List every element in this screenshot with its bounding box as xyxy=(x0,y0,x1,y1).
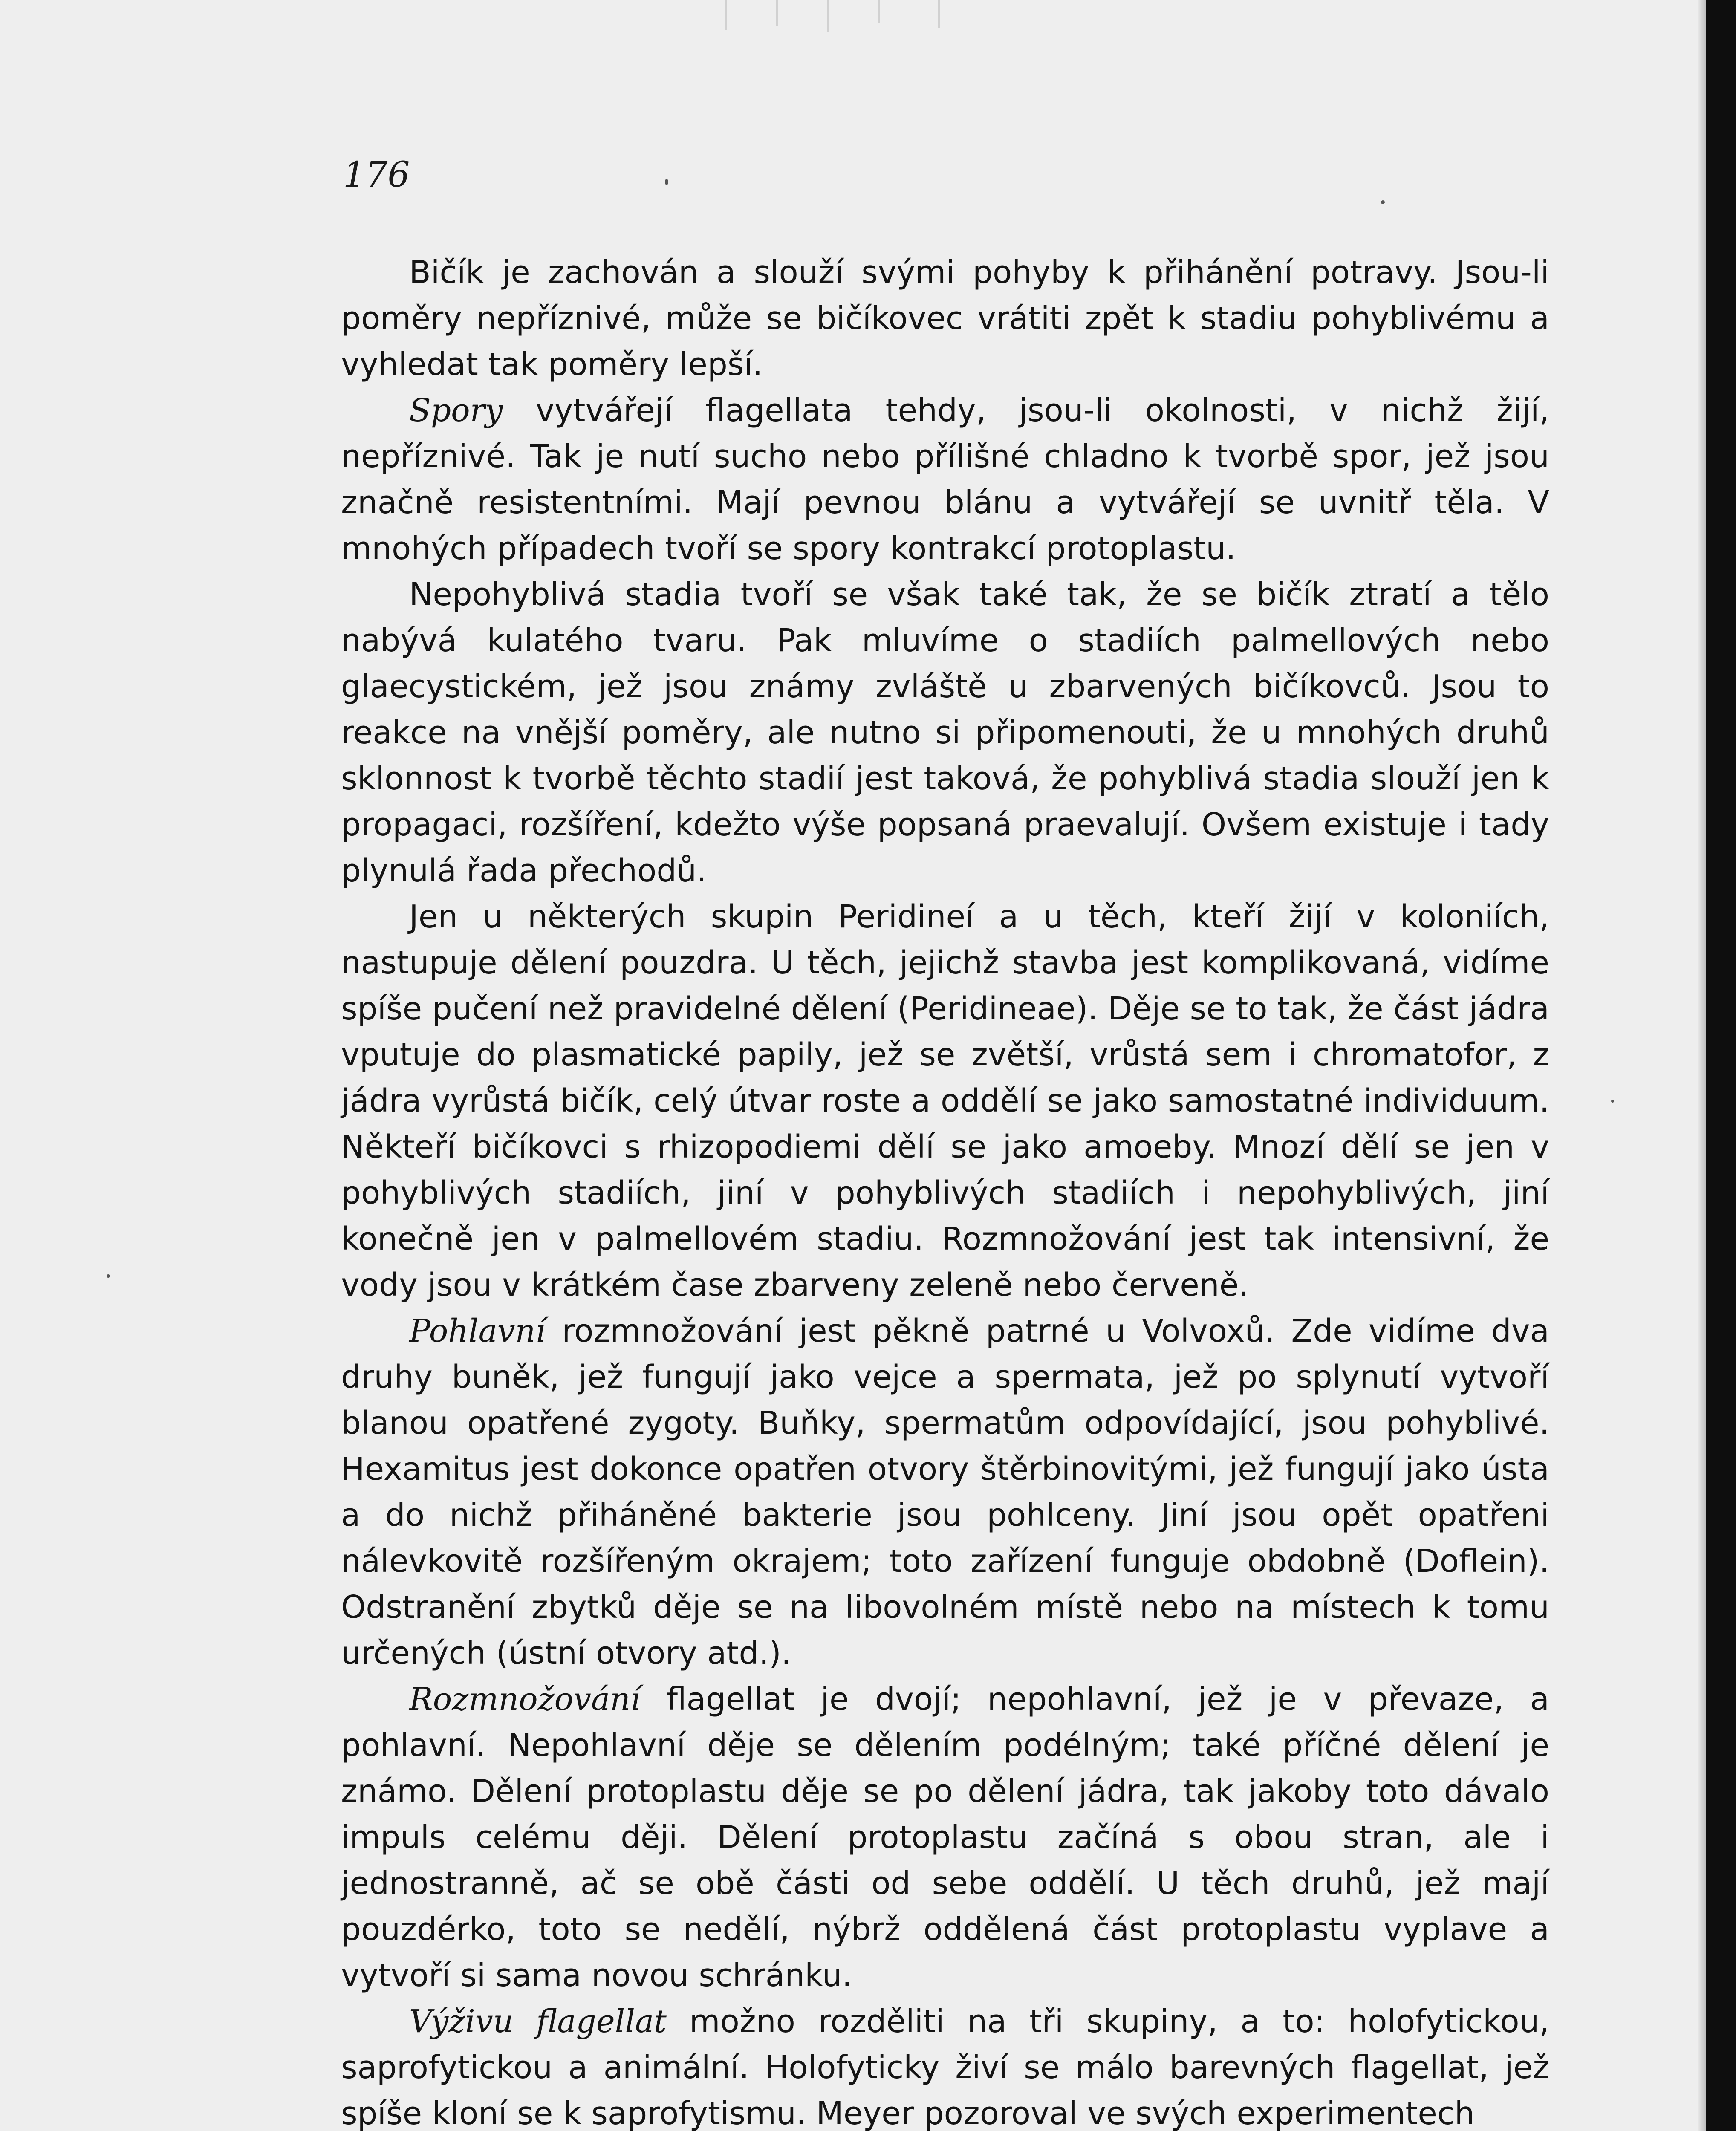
paragraph-text: Jen u některých skupin Peridineí a u těch, kteří žijí v koloniích, nastupuje dělení pouzdra. U těch, jejichž stavba jest komplikovaná, vidíme spíše pučení než pravidelné dělení (Peridineae). Děje se to tak, že část jádra vputuje do plasmatické papily, jež se zvětší, vrůstá sem i chromatofor, z jádra vyrůstá bičík, celý útvar roste a oddělí se jako samostatné individuum. Někteří bičíkovci s rhizopodiemi dělí se jako amoeby. Mnozí dělí se jen v pohyblivých stadiích, jiní v pohyblivých stadiích i nepohyblivých, jiní konečně jen v palmellovém stadiu. Rozmnožování jest tak intensivní, že vody jsou v krátkém čase zbarveny zeleně nebo červeně. xyxy=(341,898,1549,1303)
paragraph-text: vytvářejí flagellata tehdy, jsou-li okolnosti, v nichž žijí, nepříznivé. Tak je nutí sucho nebo přílišné chladno k tvorbě spor, jež jsou značně resistentními. Mají pevnou blánu a vytvářejí se uvnitř těla. V mnohých případech tvoří se spory kontrakcí protoplastu. xyxy=(341,392,1549,567)
paragraph xyxy=(341,249,1549,387)
paragraph xyxy=(341,1676,1549,1998)
paragraph-lead-term: Rozmnožování xyxy=(409,1681,641,1718)
paragraph xyxy=(341,572,1549,894)
paragraph xyxy=(341,894,1549,1308)
paragraph-text: možno rozděliti na tři skupiny, a to: holofytickou, saprofytickou a animální. Holofyticky živí se málo barevných flagellat, jež spíše kloní se k saprofytismu. Meyer pozoroval ve svých experimentech xyxy=(341,2003,1550,2131)
bleed-through-mark xyxy=(716,0,980,34)
scan-speck xyxy=(1611,1100,1614,1103)
scan-speck xyxy=(665,179,668,185)
body-text xyxy=(341,249,1549,2131)
paragraph-text: Bičík je zachován a slouží svými pohyby k přihánění potravy. Jsou-li poměry nepříznivé, může se bičíkovec vrátiti zpět k stadiu pohyblivému a vyhledat tak poměry lepší. xyxy=(341,254,1549,383)
paragraph-lead-term: Pohlavní xyxy=(409,1313,546,1349)
paragraph-text: Nepohyblivá stadia tvoří se však také tak, že se bičík ztratí a tělo nabývá kulatého tvaru. Pak mluvíme o stadiích palmellových nebo glaecystickém, jež jsou známy zvláště u zbarvených bičíkovců. Jsou to reakce na vnější poměry, ale nutno si připomenouti, že u mnohých druhů sklonnost k tvorbě těchto stadií jest taková, že pohyblivá stadia slouží jen k propagaci, rozšíření, kdežto výše popsaná praevalují. Ovšem existuje i tady plynulá řada přechodů. xyxy=(341,576,1549,889)
scan-speck xyxy=(1381,200,1385,204)
scan-speck xyxy=(107,1274,110,1278)
scan-page-edge xyxy=(1698,0,1706,2131)
paragraph-lead-term: Výživu flagellat xyxy=(409,2003,667,2040)
paragraph-lead-term: Spory xyxy=(409,392,503,429)
scan-dark-border xyxy=(1706,0,1736,2131)
paragraph xyxy=(341,1998,1549,2131)
paragraph-text: flagellat je dvojí; nepohlavní, jež je v převaze, a pohlavní. Nepohlavní děje se dělením podélným; také příčné dělení je známo. Dělení protoplastu děje se po dělení jádra, tak jakoby toto dávalo impuls celému ději. Dělení protoplastu začíná s obou stran, ale i jednostranně, ač se obě části od sebe oddělí. U těch druhů, jež mají pouzdérko, toto se nedělí, nýbrž oddělená část protoplastu vyplave a vytvoří si sama novou schránku. xyxy=(341,1681,1549,1994)
paragraph-text: rozmnožování jest pěkně patrné u Volvoxů. Zde vidíme dva druhy buněk, jež fungují jako vejce a spermata, jež po splynutí vytvoří blanou opatřené zygoty. Buňky, spermatům odpovídající, jsou pohyblivé. Hexamitus jest dokonce opatřen otvory štěrbinovitými, jež fungují jako ústa a do nichž přiháněné bakterie jsou pohlceny. Jiní jsou opět opatřeni nálevkovitě rozšířeným okrajem; toto zařízení funguje obdobně (Doflein). Odstranění zbytků děje se na libovolném místě nebo na místech k tomu určených (ústní otvory atd.). xyxy=(341,1313,1549,1672)
paragraph xyxy=(341,1308,1549,1676)
page-number: 176 xyxy=(343,155,410,195)
paragraph xyxy=(341,387,1549,572)
